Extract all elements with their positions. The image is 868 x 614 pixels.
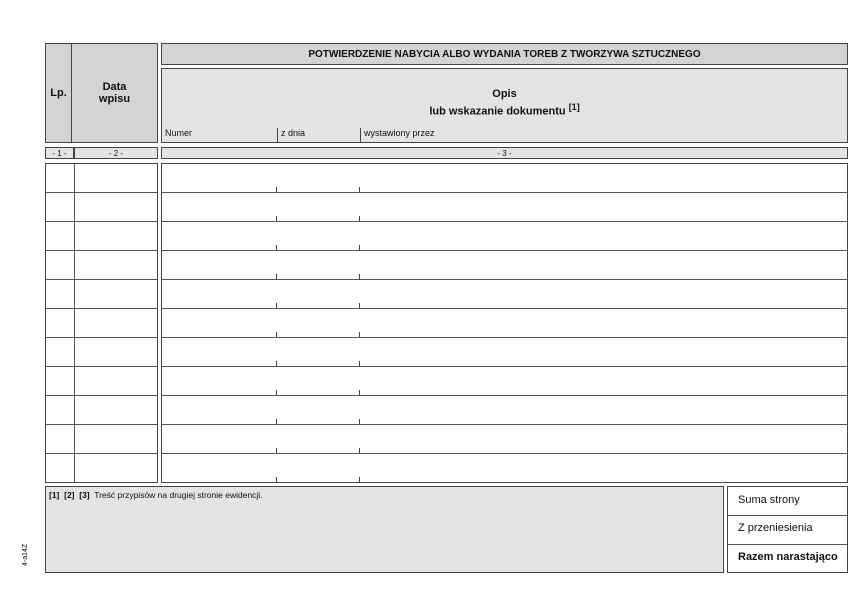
suma-strony: Suma strony [738,494,800,506]
data-wpisu-line1: Data [102,81,127,93]
opis-ref: [1] [568,102,580,112]
sub-numer: Numer [165,128,193,138]
table-row-line [45,250,158,251]
row-column-tick [276,448,277,453]
opis-line2: lub wskazanie dokumentu [1] [429,102,580,118]
row-column-tick [276,274,277,279]
opis-rows-block [161,163,848,483]
row-column-tick [276,419,277,424]
lp-column-divider [74,164,75,482]
table-row-line [161,250,848,251]
table-row-line [161,308,848,309]
sub-divider-1 [277,128,278,142]
ref-3: [3] [79,490,90,500]
ref-2: [2] [64,490,75,500]
table-row-line [161,424,848,425]
row-column-tick [359,419,360,424]
row-column-tick [276,216,277,221]
table-row-line [161,453,848,454]
row-column-tick [276,245,277,250]
table-row-line [161,366,848,367]
table-row-line [161,337,848,338]
row-column-tick [359,303,360,308]
row-column-tick [276,303,277,308]
data-wpisu-line2: wpisu [98,93,131,105]
row-column-tick [276,361,277,366]
row-column-tick [276,390,277,395]
razem-narastajaco: Razem narastająco [738,551,838,563]
footnote-line [49,490,263,500]
table-row-line [161,221,848,222]
form-title [161,43,848,65]
table-row-line [161,279,848,280]
row-column-tick [359,390,360,395]
table-row-line [45,424,158,425]
opis-title [162,88,847,119]
footnotes-box [45,486,724,573]
colnum-2: - 2 - [74,147,158,159]
footnote-text: Treść przypisów na drugiej stronie ewidencji. [94,490,263,500]
table-row-line [45,221,158,222]
lp-header-label: Lp. [50,87,67,99]
summary-box [727,486,848,573]
table-row-line [45,337,158,338]
form-title-text: POTWIERDZENIE NABYCIA ALBO WYDANIA TOREB Z TWORZYWA SZTUCZNEGO [308,48,701,60]
table-row-line [45,308,158,309]
summary-divider-1 [728,515,847,516]
table-row-line [45,453,158,454]
ref-1: [1] [49,490,60,500]
row-column-tick [276,332,277,337]
table-row-line [161,395,848,396]
row-column-tick [359,245,360,250]
row-column-tick [359,477,360,482]
sub-z-dnia: z dnia [281,128,306,138]
row-column-tick [359,274,360,279]
row-column-tick [359,187,360,192]
table-row-line [45,366,158,367]
table-row-line [161,192,848,193]
sub-divider-2 [360,128,361,142]
row-column-tick [276,477,277,482]
row-column-tick [359,216,360,221]
left-rows-block [45,163,158,483]
colnum-1: - 1 - [45,147,74,159]
table-row-line [45,192,158,193]
row-column-tick [359,332,360,337]
row-column-tick [276,187,277,192]
table-row-line [45,395,158,396]
sub-wystawiony: wystawiony przez [364,128,435,138]
summary-divider-2 [728,544,847,545]
side-form-code: 4-a14Z [22,543,29,566]
opis-line1: Opis [492,88,517,100]
colnum-3: - 3 - [161,147,848,159]
opis-header [161,68,848,143]
data-wpisu-header [71,43,158,143]
table-row-line [45,279,158,280]
row-column-tick [359,448,360,453]
z-przeniesienia: Z przeniesienia [738,522,813,534]
lp-header [45,43,72,143]
row-column-tick [359,361,360,366]
